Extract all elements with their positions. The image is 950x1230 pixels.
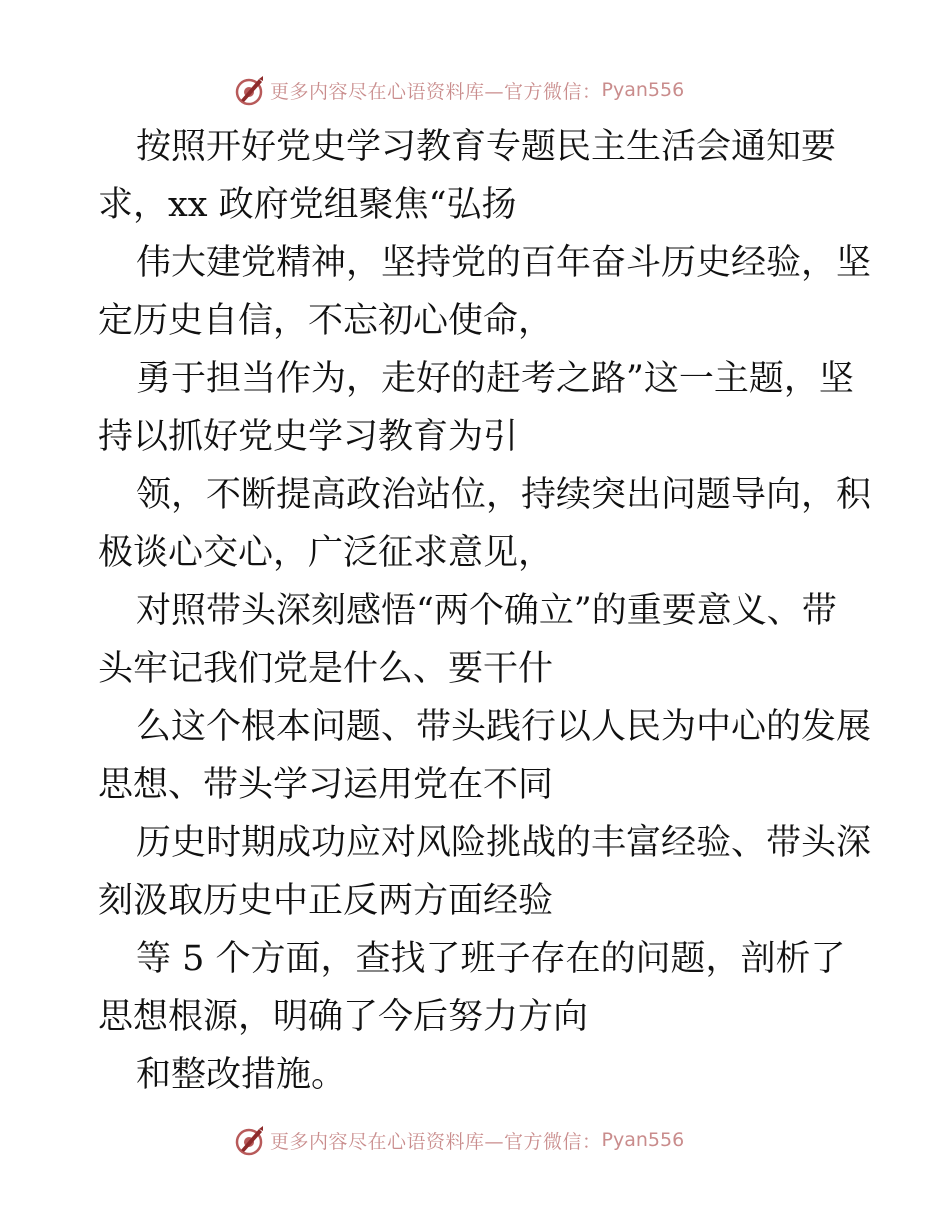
- text-line: 勇于担当作为，走好的赶考之路”这一主题，坚: [136, 359, 854, 399]
- text-line: 刻汲取历史中正反两方面经验: [98, 881, 554, 921]
- text-line: 按照开好党史学习教育专题民主生活会通知要: [136, 127, 837, 167]
- text-line: 头牢记我们党是什么、要干什: [98, 649, 554, 689]
- watermark-text: 更多内容尽在心语资料库—官方微信：: [270, 80, 602, 103]
- text-line: 等 5 个方面，查找了班子存在的问题，剖析了: [136, 939, 846, 979]
- document-body: [98, 118, 872, 1104]
- watermark-text: 更多内容尽在心语资料库—官方微信：: [270, 1130, 602, 1153]
- text-line: 定历史自信，不忘初心使命，: [98, 301, 554, 341]
- text-line: 伟大建党精神，坚持党的百年奋斗历史经验，坚: [136, 243, 872, 283]
- text-line: 极谈心交心，广泛征求意见，: [98, 533, 554, 573]
- text-line: 历史时期成功应对风险挑战的丰富经验、带头深: [136, 823, 872, 863]
- watermark-wechat-id: Pyan556: [601, 79, 685, 101]
- text-line: 思想根源，明确了今后努力方向: [98, 997, 589, 1037]
- text-line: 思想、带头学习运用党在不同: [98, 765, 554, 805]
- text-line: 和整改措施。: [136, 1055, 347, 1095]
- text-line: 求，xx 政府党组聚焦“弘扬: [98, 185, 517, 225]
- text-line: 么这个根本问题、带头践行以人民为中心的发展: [136, 707, 872, 747]
- text-line: 持以抓好党史学习教育为引: [98, 417, 519, 457]
- quill-logo-icon: [232, 1123, 266, 1157]
- watermark-header: [232, 72, 732, 108]
- watermark-footer: [232, 1122, 732, 1158]
- text-line: 对照带头深刻感悟“两个确立”的重要意义、带: [136, 591, 837, 631]
- text-line: 领，不断提高政治站位，持续突出问题导向，积: [136, 475, 872, 515]
- watermark-wechat-id: Pyan556: [601, 1129, 685, 1151]
- quill-logo-icon: [232, 73, 266, 107]
